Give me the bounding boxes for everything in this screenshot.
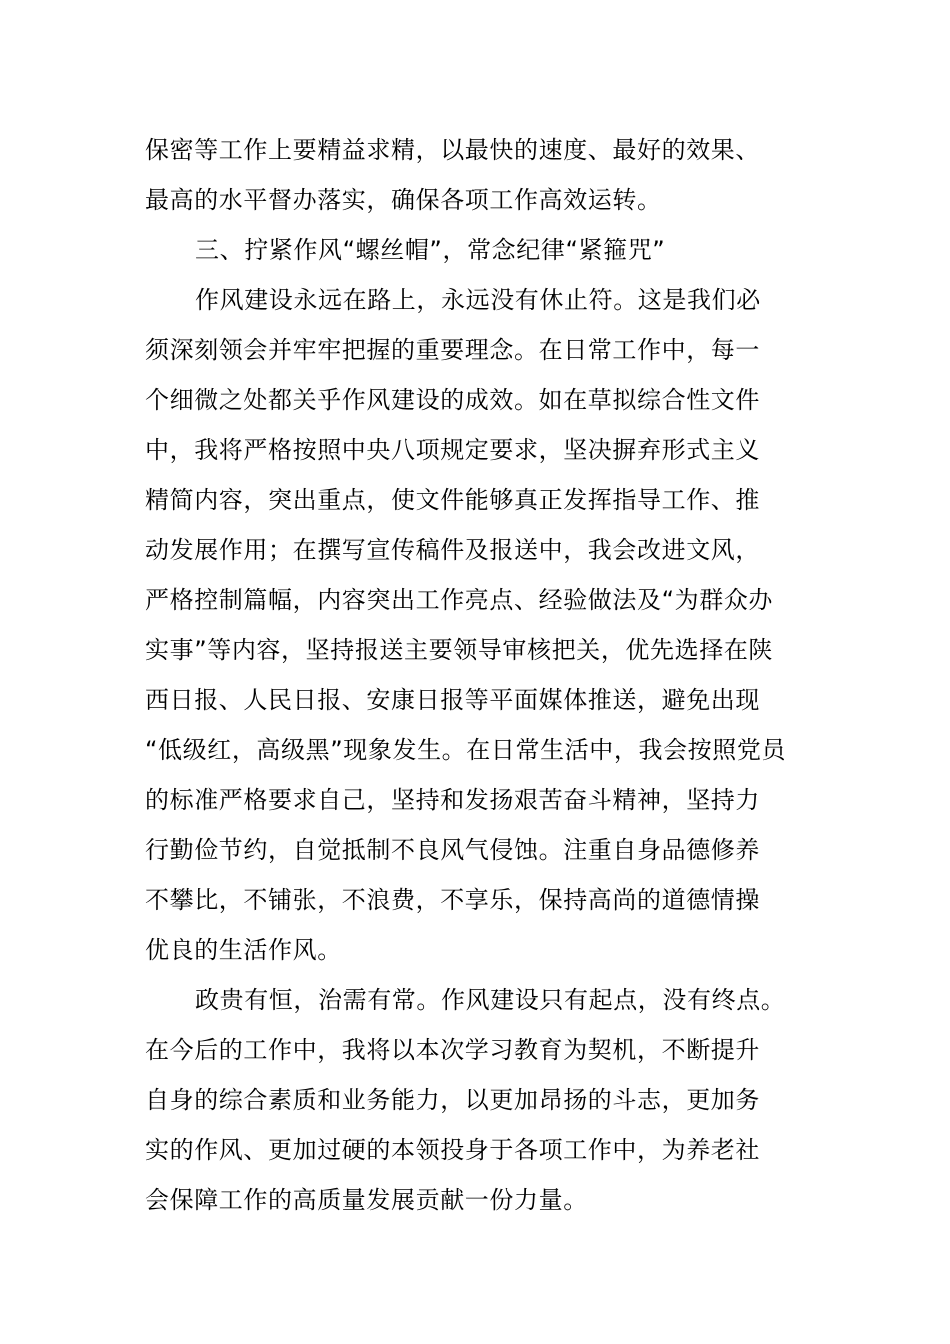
text-line: 动发展作用；在撰写宣传稿件及报送中，我会改进文风， <box>145 536 760 564</box>
text-line: 个细微之处都关乎作风建设的成效。如在草拟综合性文件 <box>145 386 760 414</box>
text-line: 优良的生活作风。 <box>145 936 342 964</box>
text-line: 保密等工作上要精益求精，以最快的速度、最好的效果、 <box>145 136 760 164</box>
text-line: 的标准严格要求自己，坚持和发扬艰苦奋斗精神，坚持力 <box>145 786 760 814</box>
text-line: 实的作风、更加过硬的本领投身于各项工作中，为养老社 <box>145 1136 760 1164</box>
text-line: 不攀比，不铺张，不浪费，不享乐，保持高尚的道德情操 <box>145 886 760 914</box>
text-line: 西日报、人民日报、安康日报等平面媒体推送，避免出现 <box>145 686 760 714</box>
text-line: 严格控制篇幅，内容突出工作亮点、经验做法及“为群众办 <box>145 586 774 614</box>
text-line: 在今后的工作中，我将以本次学习教育为契机，不断提升 <box>145 1036 760 1064</box>
text-line: 精简内容，突出重点，使文件能够真正发挥指导工作、推 <box>145 486 760 514</box>
text-line: 中，我将严格按照中央八项规定要求，坚决摒弃形式主义 <box>145 436 760 464</box>
document-body <box>145 125 845 1225</box>
text-line: “低级红，高级黑”现象发生。在日常生活中，我会按照党员 <box>145 736 787 764</box>
text-line: 最高的水平督办落实，确保各项工作高效运转。 <box>145 186 662 214</box>
text-line: 实事”等内容，坚持报送主要领导审核把关，优先选择在陕 <box>145 636 774 664</box>
text-line: 自身的综合素质和业务能力，以更加昂扬的斗志，更加务 <box>145 1086 760 1114</box>
text-line: 作风建设永远在路上，永远没有休止符。这是我们必 <box>195 286 761 314</box>
section-heading: 三、拧紧作风“螺丝帽”，常念纪律“紧箍咒” <box>195 236 666 264</box>
text-line: 政贵有恒，治需有常。作风建设只有起点，没有终点。 <box>195 986 786 1014</box>
text-line: 会保障工作的高质量发展贡献一份力量。 <box>145 1186 588 1214</box>
text-line: 须深刻领会并牢牢把握的重要理念。在日常工作中，每一 <box>145 336 760 364</box>
text-line: 行勤俭节约，自觉抵制不良风气侵蚀。注重自身品德修养 <box>145 836 760 864</box>
